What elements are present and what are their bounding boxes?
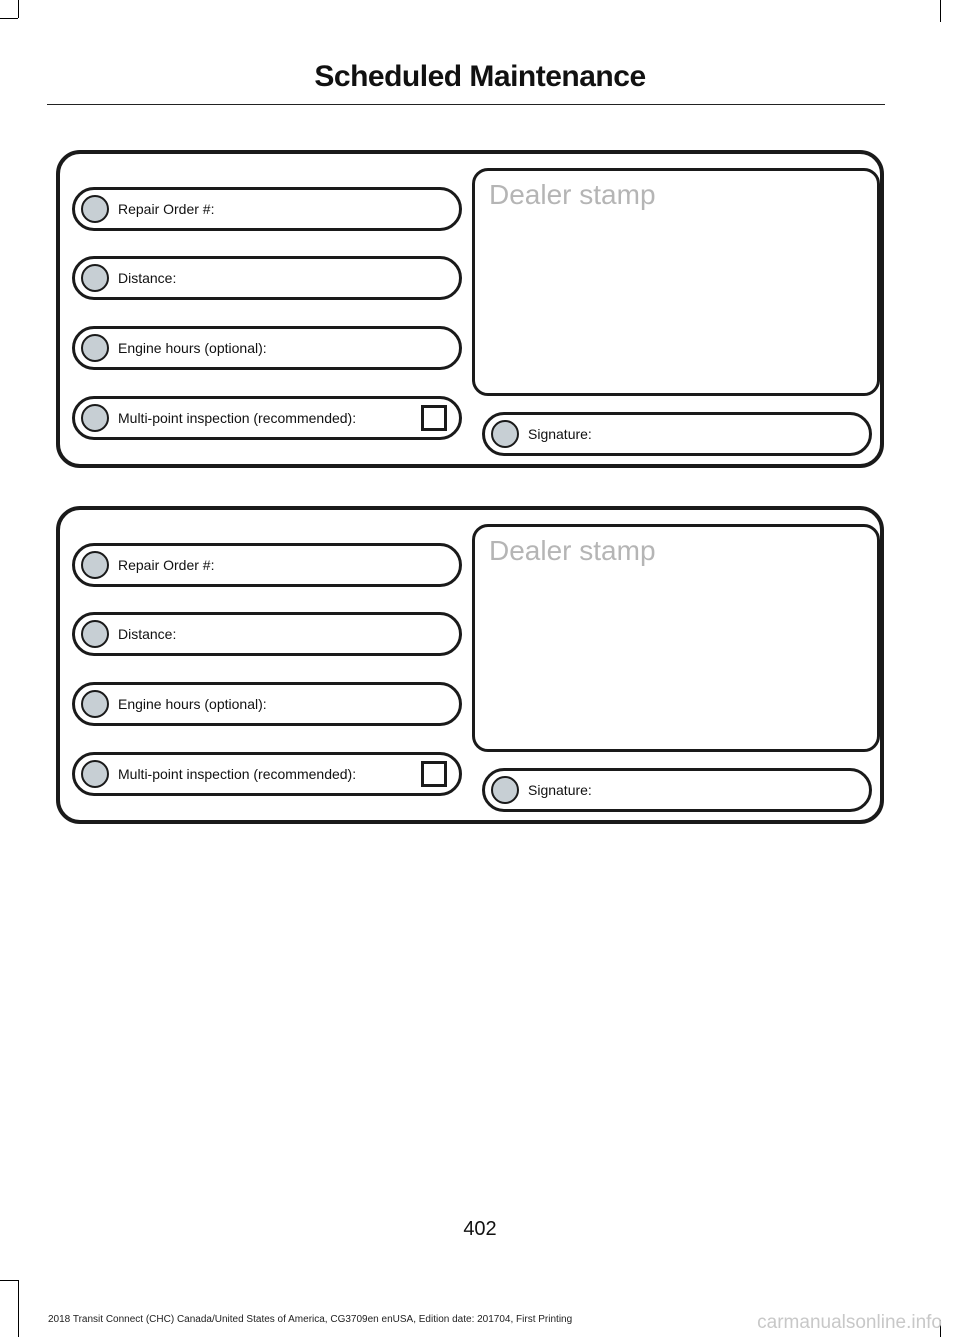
engine-hours-field[interactable] [72, 326, 462, 370]
crop-mark-bottom-left [18, 1280, 19, 1337]
inspection-label: Multi-point inspection (recommended): [118, 410, 357, 426]
dealer-stamp-box [472, 168, 880, 396]
distance-field[interactable] [72, 612, 462, 656]
indicator-dot-icon [491, 420, 519, 448]
distance-field[interactable] [72, 256, 462, 300]
inspection-field [72, 396, 462, 440]
repair-order-field[interactable] [72, 543, 462, 587]
crop-mark-top-left-h [0, 18, 18, 19]
inspection-checkbox[interactable] [421, 761, 447, 787]
indicator-dot-icon [81, 620, 109, 648]
indicator-dot-icon [81, 195, 109, 223]
dealer-stamp-box [472, 524, 880, 752]
inspection-label: Multi-point inspection (recommended): [118, 766, 357, 782]
watermark: carmanualsonline.info [757, 1312, 942, 1333]
dealer-stamp-label: Dealer stamp [489, 535, 656, 566]
indicator-dot-icon [81, 334, 109, 362]
engine-hours-label: Engine hours (optional): [118, 696, 267, 712]
indicator-dot-icon [81, 690, 109, 718]
page-number: 402 [463, 1218, 497, 1240]
crop-mark-top-left [18, 0, 19, 18]
title-divider [47, 104, 885, 105]
indicator-dot-icon [81, 551, 109, 579]
maintenance-record-card [56, 150, 884, 468]
repair-order-label: Repair Order #: [118, 201, 215, 217]
distance-label: Distance: [118, 626, 177, 642]
signature-label: Signature: [528, 426, 592, 442]
maintenance-record-card [56, 506, 884, 824]
engine-hours-label: Engine hours (optional): [118, 340, 267, 356]
inspection-checkbox[interactable] [421, 405, 447, 431]
crop-mark-bottom-left-h [0, 1280, 18, 1281]
signature-field[interactable] [482, 412, 872, 456]
indicator-dot-icon [81, 404, 109, 432]
signature-field[interactable] [482, 768, 872, 812]
engine-hours-field[interactable] [72, 682, 462, 726]
repair-order-label: Repair Order #: [118, 557, 215, 573]
indicator-dot-icon [81, 264, 109, 292]
inspection-field [72, 752, 462, 796]
crop-mark-top-right [940, 0, 941, 22]
distance-label: Distance: [118, 270, 177, 286]
indicator-dot-icon [491, 776, 519, 804]
signature-label: Signature: [528, 782, 592, 798]
page-title: Scheduled Maintenance [314, 60, 646, 93]
repair-order-field[interactable] [72, 187, 462, 231]
footer-text: 2018 Transit Connect (CHC) Canada/United States of America, CG3709en enUSA, Edition date: 201704, First Printing [48, 1314, 573, 1325]
indicator-dot-icon [81, 760, 109, 788]
dealer-stamp-label: Dealer stamp [489, 179, 656, 210]
